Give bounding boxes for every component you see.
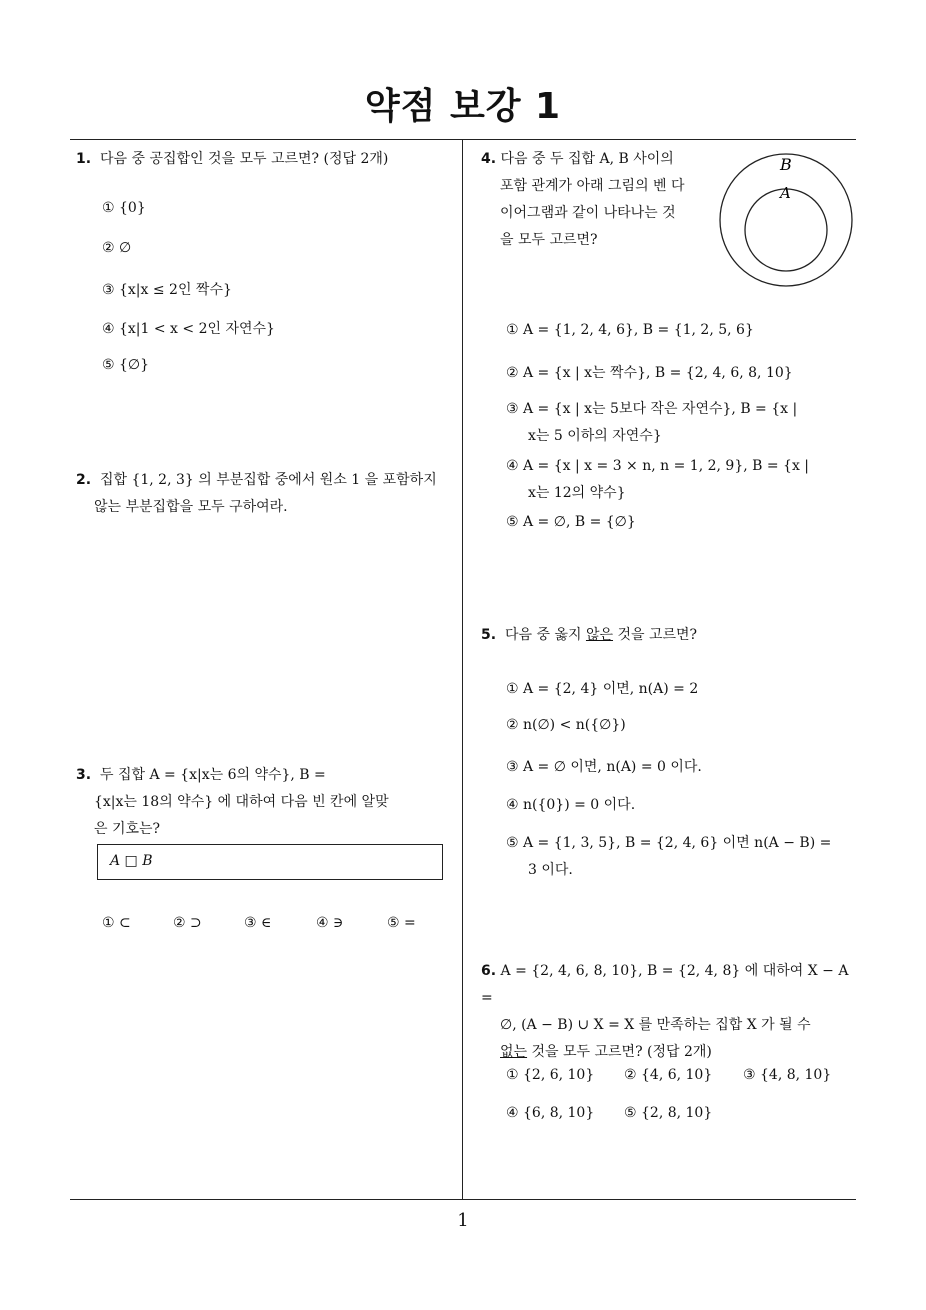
question-stem-line2: 포함 관계가 아래 그림의 벤 다 xyxy=(500,178,685,194)
q1-option-2[interactable]: ② ∅ xyxy=(102,240,132,256)
q4-option-3-line1: ③ A = {x | x는 5보다 작은 자연수}, B = {x | xyxy=(506,401,798,417)
q5-option-5-line2: 3 이다. xyxy=(528,862,573,878)
column-divider xyxy=(462,139,463,1199)
q5-option-1[interactable]: ① A = {2, 4} 이면, n(A) = 2 xyxy=(506,681,699,697)
q5-option-2[interactable]: ② n(∅) < n({∅}) xyxy=(506,717,626,733)
question-stem-line3: 이어그램과 같이 나타나는 것 xyxy=(500,205,676,221)
question-number: 3. xyxy=(76,767,92,783)
q5-option-3[interactable]: ③ A = ∅ 이면, n(A) = 0 이다. xyxy=(506,759,702,775)
q4-option-4-line2: x는 12의 약수} xyxy=(528,485,626,501)
question-stem-line4: 을 모두 고르면? xyxy=(500,232,598,248)
page-title: 약점 보강 1 xyxy=(364,86,562,127)
top-rule xyxy=(70,139,856,140)
q3-option-4[interactable]: ④ ∋ xyxy=(316,915,344,931)
q4-option-1[interactable]: ① A = {1, 2, 4, 6}, B = {1, 2, 5, 6} xyxy=(506,322,754,338)
q5-option-5[interactable] xyxy=(506,830,852,884)
box-text: A □ B xyxy=(110,853,153,869)
q4-option-2[interactable]: ② A = {x | x는 짝수}, B = {2, 4, 6, 8, 10} xyxy=(506,365,793,381)
question-stem: 다음 중 공집합인 것을 모두 고르면? (정답 2개) xyxy=(99,151,389,167)
question-stem-line1: 다음 중 두 집합 A, B 사이의 xyxy=(500,151,674,167)
question-stem-line3: 것을 모두 고르면? (정답 2개) xyxy=(527,1044,712,1060)
question-4 xyxy=(481,146,711,254)
q3-option-1[interactable]: ① ⊂ xyxy=(102,915,131,931)
q5-option-5-line1: ⑤ A = {1, 3, 5}, B = {2, 4, 6} 이면 n(A − B) = xyxy=(506,835,832,851)
venn-outer-label: B xyxy=(780,155,792,174)
question-stem-line2: 않는 부분집합을 모두 구하여라. xyxy=(94,499,288,515)
question-3 xyxy=(76,762,456,843)
q6-option-2[interactable]: ② {4, 6, 10} xyxy=(624,1067,713,1083)
question-stem-line1: 집합 {1, 2, 3} 의 부분집합 중에서 원소 1 을 포함하지 xyxy=(99,472,437,488)
question-6 xyxy=(481,958,859,1066)
question-1 xyxy=(76,146,456,173)
question-number: 2. xyxy=(76,472,92,488)
q4-option-4-line1: ④ A = {x | x = 3 × n, n = 1, 2, 9}, B = {x | xyxy=(506,458,810,474)
q1-option-1[interactable]: ① {0} xyxy=(102,200,146,216)
q6-option-3[interactable]: ③ {4, 8, 10} xyxy=(743,1067,832,1083)
q6-option-1[interactable]: ① {2, 6, 10} xyxy=(506,1067,595,1083)
question-number: 4. xyxy=(481,151,497,167)
question-number: 1. xyxy=(76,151,92,167)
q6-option-5[interactable]: ⑤ {2, 8, 10} xyxy=(624,1105,713,1121)
question-number: 5. xyxy=(481,627,497,643)
question-stem-line3: 은 기호는? xyxy=(94,821,161,837)
question-stem-line2: {x|x는 18의 약수} 에 대하여 다음 빈 칸에 알맞 xyxy=(94,794,389,810)
q4-option-5[interactable]: ⑤ A = ∅, B = {∅} xyxy=(506,514,636,530)
q3-option-3[interactable]: ③ ∈ xyxy=(244,915,272,931)
q3-option-5[interactable]: ⑤ = xyxy=(387,915,416,931)
q1-option-5[interactable]: ⑤ {∅} xyxy=(102,357,150,373)
q3-option-2[interactable]: ② ⊃ xyxy=(173,915,202,931)
venn-diagram xyxy=(716,150,856,290)
question-stem-line2: ∅, (A − B) ∪ X = X 를 만족하는 집합 X 가 될 수 xyxy=(500,1017,811,1033)
venn-inner-label: A xyxy=(780,184,791,202)
page-number: 1 xyxy=(457,1210,469,1231)
question-number: 6. xyxy=(481,963,497,979)
question-stem-emphasis: 없는 xyxy=(500,1044,528,1060)
question-stem-emphasis: 않은 xyxy=(585,627,614,643)
q1-option-3[interactable]: ③ {x|x ≤ 2인 짝수} xyxy=(102,282,232,298)
bottom-rule xyxy=(70,1199,856,1200)
question-stem-pre: 다음 중 옳지 xyxy=(504,627,586,643)
answer-box xyxy=(97,844,443,880)
q5-option-4[interactable]: ④ n({0}) = 0 이다. xyxy=(506,797,636,813)
q1-option-4[interactable]: ④ {x|1 < x < 2인 자연수} xyxy=(102,321,275,337)
q4-option-3-line2: x는 5 이하의 자연수} xyxy=(528,428,662,444)
question-2 xyxy=(76,467,456,521)
question-stem-line1: 두 집합 A = {x|x는 6의 약수}, B = xyxy=(99,767,326,783)
q4-option-4[interactable] xyxy=(506,453,852,507)
q4-option-3[interactable] xyxy=(506,396,852,450)
question-stem-post: 것을 고르면? xyxy=(613,627,698,643)
question-5 xyxy=(481,622,856,649)
q6-option-4[interactable]: ④ {6, 8, 10} xyxy=(506,1105,595,1121)
question-stem-line1: A = {2, 4, 6, 8, 10}, B = {2, 4, 8} 에 대하여 X − A = xyxy=(481,963,849,1006)
